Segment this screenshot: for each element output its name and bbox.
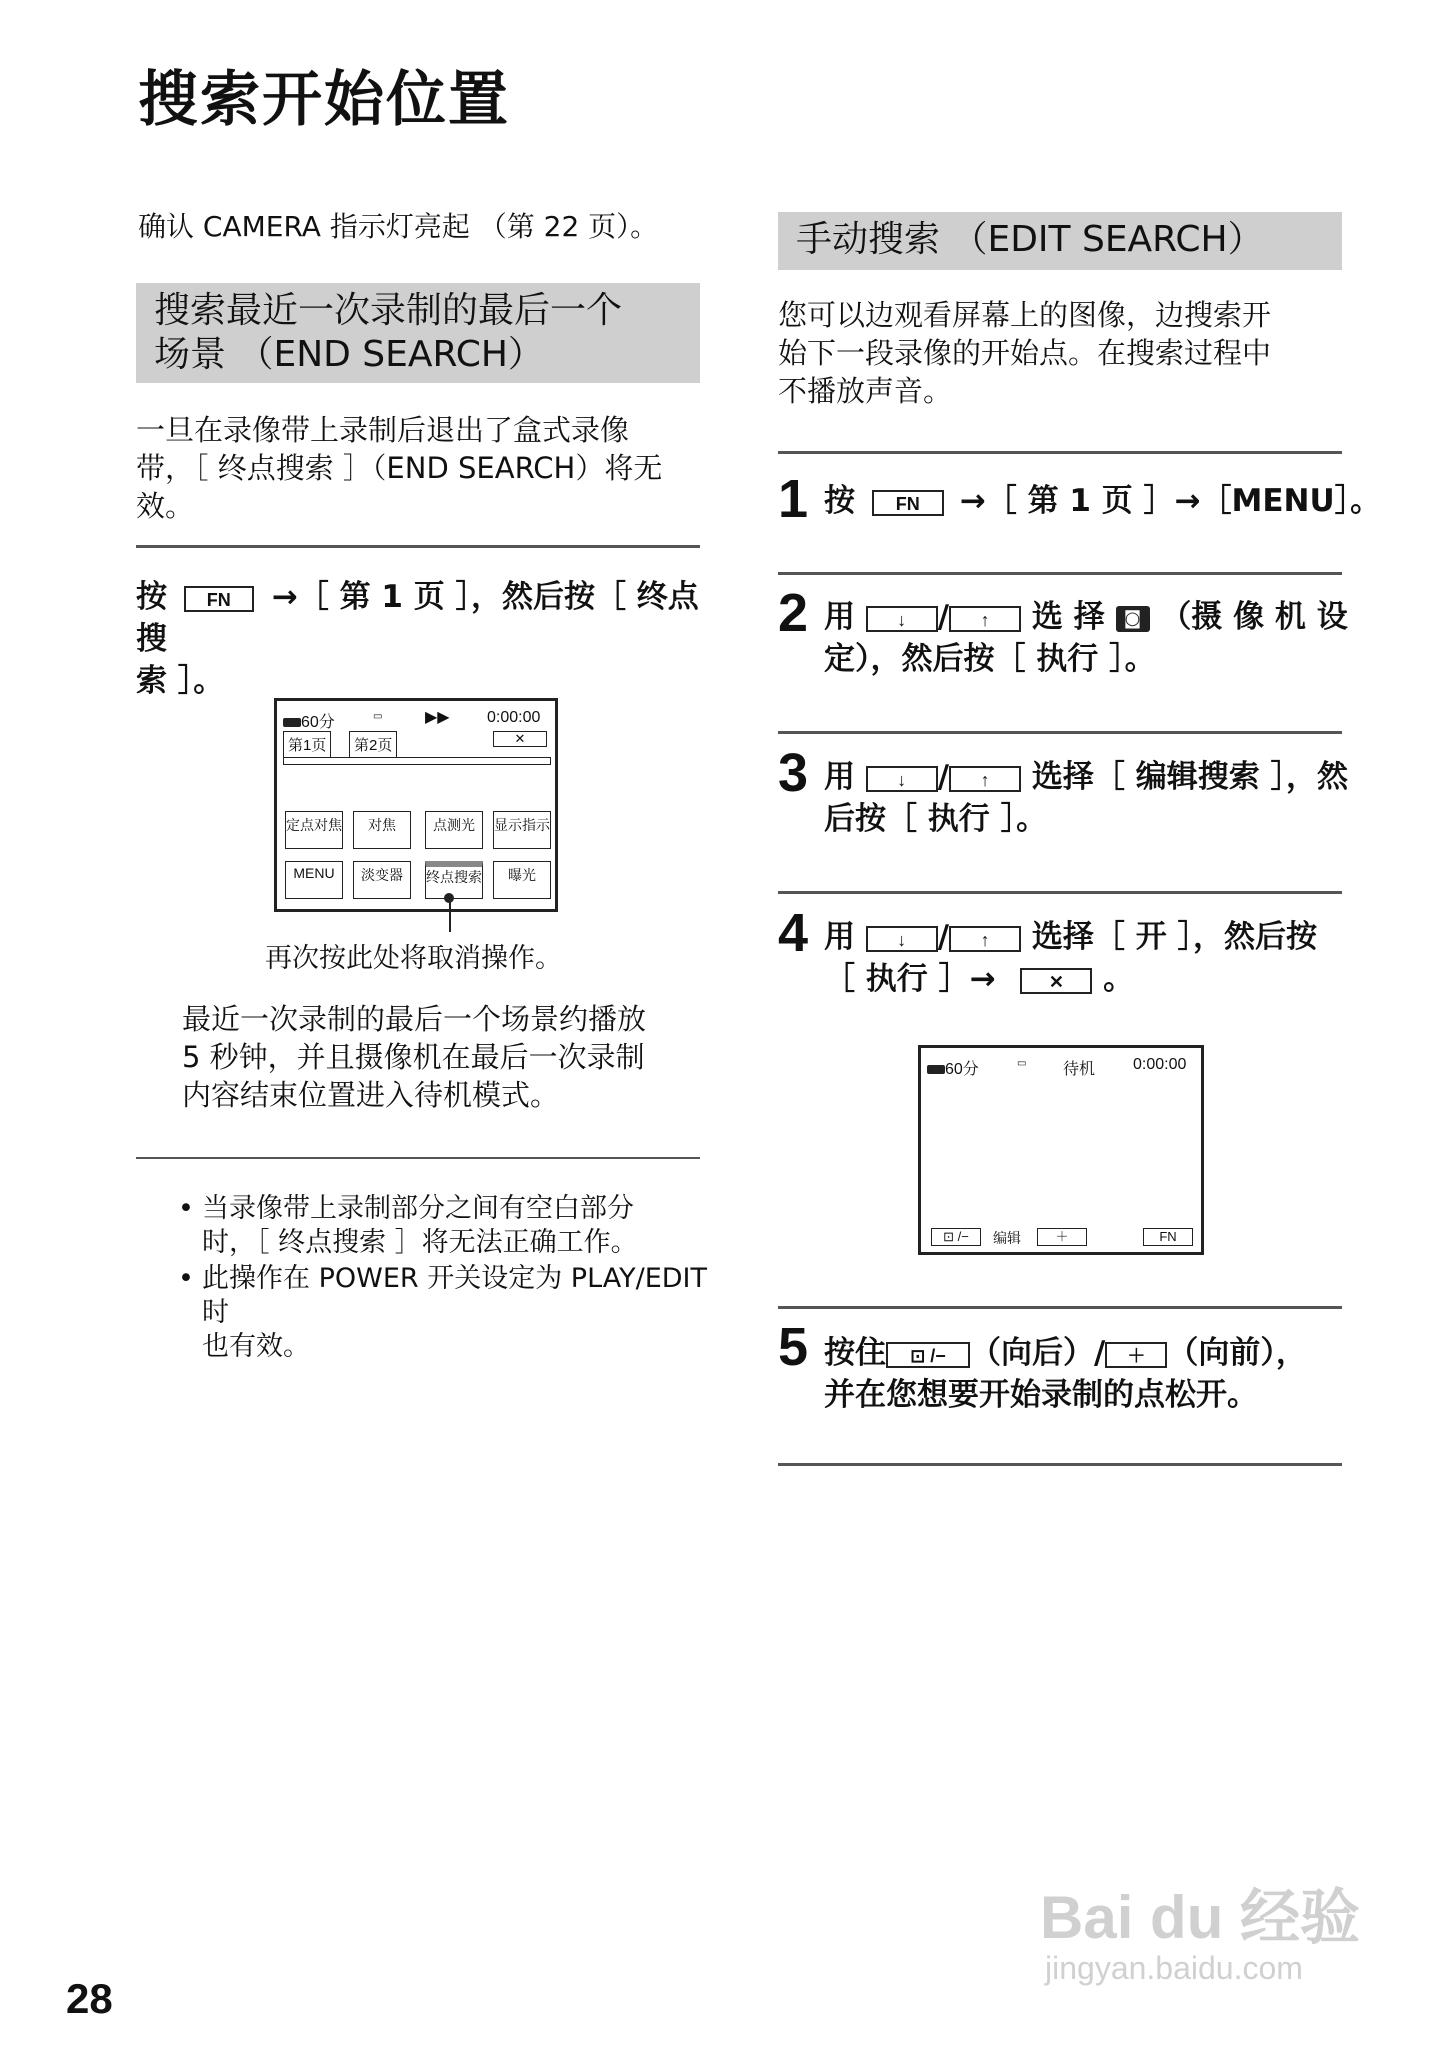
battery-remaining: 60分 (301, 714, 335, 731)
step-text: 。 (1103, 961, 1135, 997)
paragraph-line: 一旦在录像带上录制后退出了盒式录像 (136, 413, 630, 447)
note-line: 此操作在 POWER 开关设定为 PLAY/EDIT 时 (202, 1263, 708, 1328)
battery-icon (927, 1065, 945, 1074)
forward-search-button[interactable]: ＋ (1037, 1228, 1087, 1246)
step-text: 选择［ 开 ］，然后按 (1031, 919, 1318, 955)
edit-search-heading: 手动搜索 （EDIT SEARCH） (778, 212, 1342, 270)
fader-button[interactable]: 淡变器 (353, 861, 411, 899)
display-guide-button[interactable]: 显示指示 (493, 811, 551, 849)
bullet-icon: • (178, 1263, 194, 1294)
fn-key: FN (872, 490, 944, 516)
down-arrow-key: ↓ (866, 606, 938, 632)
note-item (178, 1262, 718, 1364)
step-text: ［ 执行 ］→ (824, 961, 996, 997)
heading-line-1: 搜索最近一次录制的最后一个 (154, 290, 623, 331)
heading-line-2: 场景 （END SEARCH） (154, 334, 544, 375)
page-title: 搜索开始位置 (138, 65, 510, 135)
spot-focus-button[interactable]: 定点对焦 (285, 811, 343, 849)
step-text: 后按［ 执行 ］。 (824, 801, 1048, 837)
camera-settings-icon: ◙ (1116, 606, 1150, 632)
separator: / (937, 599, 950, 635)
result-line: 最近一次录制的最后一个场景约播放 (182, 1002, 647, 1036)
up-arrow-key: ↑ (949, 926, 1021, 952)
result-line: 内容结束位置进入待机模式。 (182, 1078, 560, 1112)
battery-indicator (283, 709, 335, 732)
instruction-text: 索 ］。 (136, 663, 225, 699)
fast-forward-icon: ▶▶ (425, 709, 450, 726)
instruction-text: →［ 第 1 页 ］，然后按［ 终点搜 (136, 579, 699, 657)
end-search-heading (136, 283, 700, 383)
step-text: 选 择 (1031, 599, 1105, 635)
step-text: （向前）， (1167, 1335, 1307, 1371)
edit-search-paragraph (778, 296, 1348, 410)
focus-button[interactable]: 对焦 (353, 811, 411, 849)
separator: / (937, 919, 950, 955)
note-list (178, 1192, 718, 1364)
divider (778, 572, 1342, 575)
lcd-caption: 再次按此处将取消操作。 (265, 943, 562, 974)
rewind-key: ⊡ /− (886, 1342, 970, 1368)
page-indicator-bar (283, 757, 551, 765)
edit-label: 编辑 (993, 1230, 1021, 1246)
step-text: 用 (824, 919, 855, 955)
watermark-url: jingyan.baidu.com (1045, 1950, 1303, 1986)
down-arrow-key: ↓ (866, 766, 938, 792)
divider (136, 545, 700, 548)
standby-status: 待机 (1063, 1061, 1096, 1078)
intro-text: 确认 CAMERA 指示灯亮起 （第 22 页）。 (138, 210, 659, 243)
note-line: 时，［ 终点搜索 ］将无法正确工作。 (202, 1227, 638, 1258)
up-arrow-key: ↑ (949, 606, 1021, 632)
paragraph-line: 不播放声音。 (778, 374, 953, 408)
note-line: 当录像带上录制部分之间有空白部分 (202, 1193, 634, 1224)
bullet-icon: • (178, 1193, 194, 1224)
exposure-button[interactable]: 曝光 (493, 861, 551, 899)
instruction-text: 按 (136, 579, 167, 615)
paragraph-line: 您可以边观看屏幕上的图像，边搜索开 (778, 298, 1272, 332)
step-number: 3 (778, 743, 809, 803)
lcd-screen-page1 (274, 698, 558, 912)
end-search-paragraph (136, 411, 706, 525)
end-search-instruction (136, 576, 716, 702)
note-line: 也有效。 (202, 1331, 310, 1362)
step-text: 并在您想要开始录制的点松开。 (824, 1377, 1258, 1413)
divider (778, 1463, 1342, 1466)
up-arrow-key: ↑ (949, 766, 1021, 792)
lcd-screen-standby (918, 1045, 1204, 1255)
step-text: →［ 第 1 页 ］→［MENU］。 (959, 483, 1382, 519)
menu-button[interactable]: MENU (285, 861, 343, 899)
page-number: 28 (66, 1975, 113, 2022)
divider (136, 1157, 700, 1159)
step-text: 按住 (824, 1335, 886, 1371)
step-text: （向后）/ (970, 1335, 1106, 1371)
tab-page2[interactable]: 第2页 (349, 731, 397, 758)
callout-line (449, 898, 451, 932)
callout-dot (444, 893, 454, 903)
step-text: 选择［ 编辑搜索 ］，然 (1031, 759, 1349, 795)
fn-key: FN (184, 586, 254, 612)
spot-meter-button[interactable]: 点测光 (425, 811, 483, 849)
step-number: 2 (778, 583, 809, 643)
time-counter: 0:00:00 (1133, 1056, 1187, 1073)
step-text: 用 (824, 759, 855, 795)
paragraph-line: 始下一段录像的开始点。在搜索过程中 (778, 336, 1272, 370)
cassette-icon: ▭ (1017, 1058, 1027, 1069)
step-text: 按 (824, 483, 855, 519)
step-number: 5 (778, 1317, 809, 1377)
paragraph-line: 带，［ 终点搜索 ］（END SEARCH）将无 (136, 451, 663, 485)
divider (778, 451, 1342, 454)
down-arrow-key: ↓ (866, 926, 938, 952)
paragraph-line: 效。 (136, 489, 195, 523)
tab-page1[interactable]: 第1页 (283, 731, 331, 758)
divider (778, 891, 1342, 894)
battery-remaining: 60分 (945, 1061, 979, 1078)
result-line: 5 秒钟，并且摄像机在最后一次录制 (182, 1040, 645, 1074)
fn-button[interactable]: FN (1143, 1228, 1193, 1246)
step-text: 定），然后按［ 执行 ］。 (824, 641, 1156, 677)
time-counter: 0:00:00 (487, 709, 541, 726)
end-search-button[interactable]: 终点搜索 (425, 861, 483, 899)
step-number: 4 (778, 903, 809, 963)
close-button[interactable]: ✕ (493, 731, 547, 747)
step-number: 1 (778, 469, 809, 529)
separator: / (937, 759, 950, 795)
rewind-search-button[interactable]: ⊡ /− (931, 1228, 981, 1246)
step-text: （摄 像 机 设 (1160, 599, 1348, 635)
close-key: ✕ (1020, 968, 1092, 994)
divider (778, 1306, 1342, 1309)
plus-key: ＋ (1105, 1342, 1167, 1368)
divider (778, 731, 1342, 734)
battery-icon (283, 718, 301, 727)
watermark-logo: Bai du 经验 (1040, 1884, 1361, 1951)
battery-indicator (927, 1056, 979, 1079)
step-text: 用 (824, 599, 855, 635)
end-search-result (182, 1000, 712, 1114)
note-item (178, 1192, 718, 1260)
cassette-icon: ▭ (373, 711, 383, 722)
